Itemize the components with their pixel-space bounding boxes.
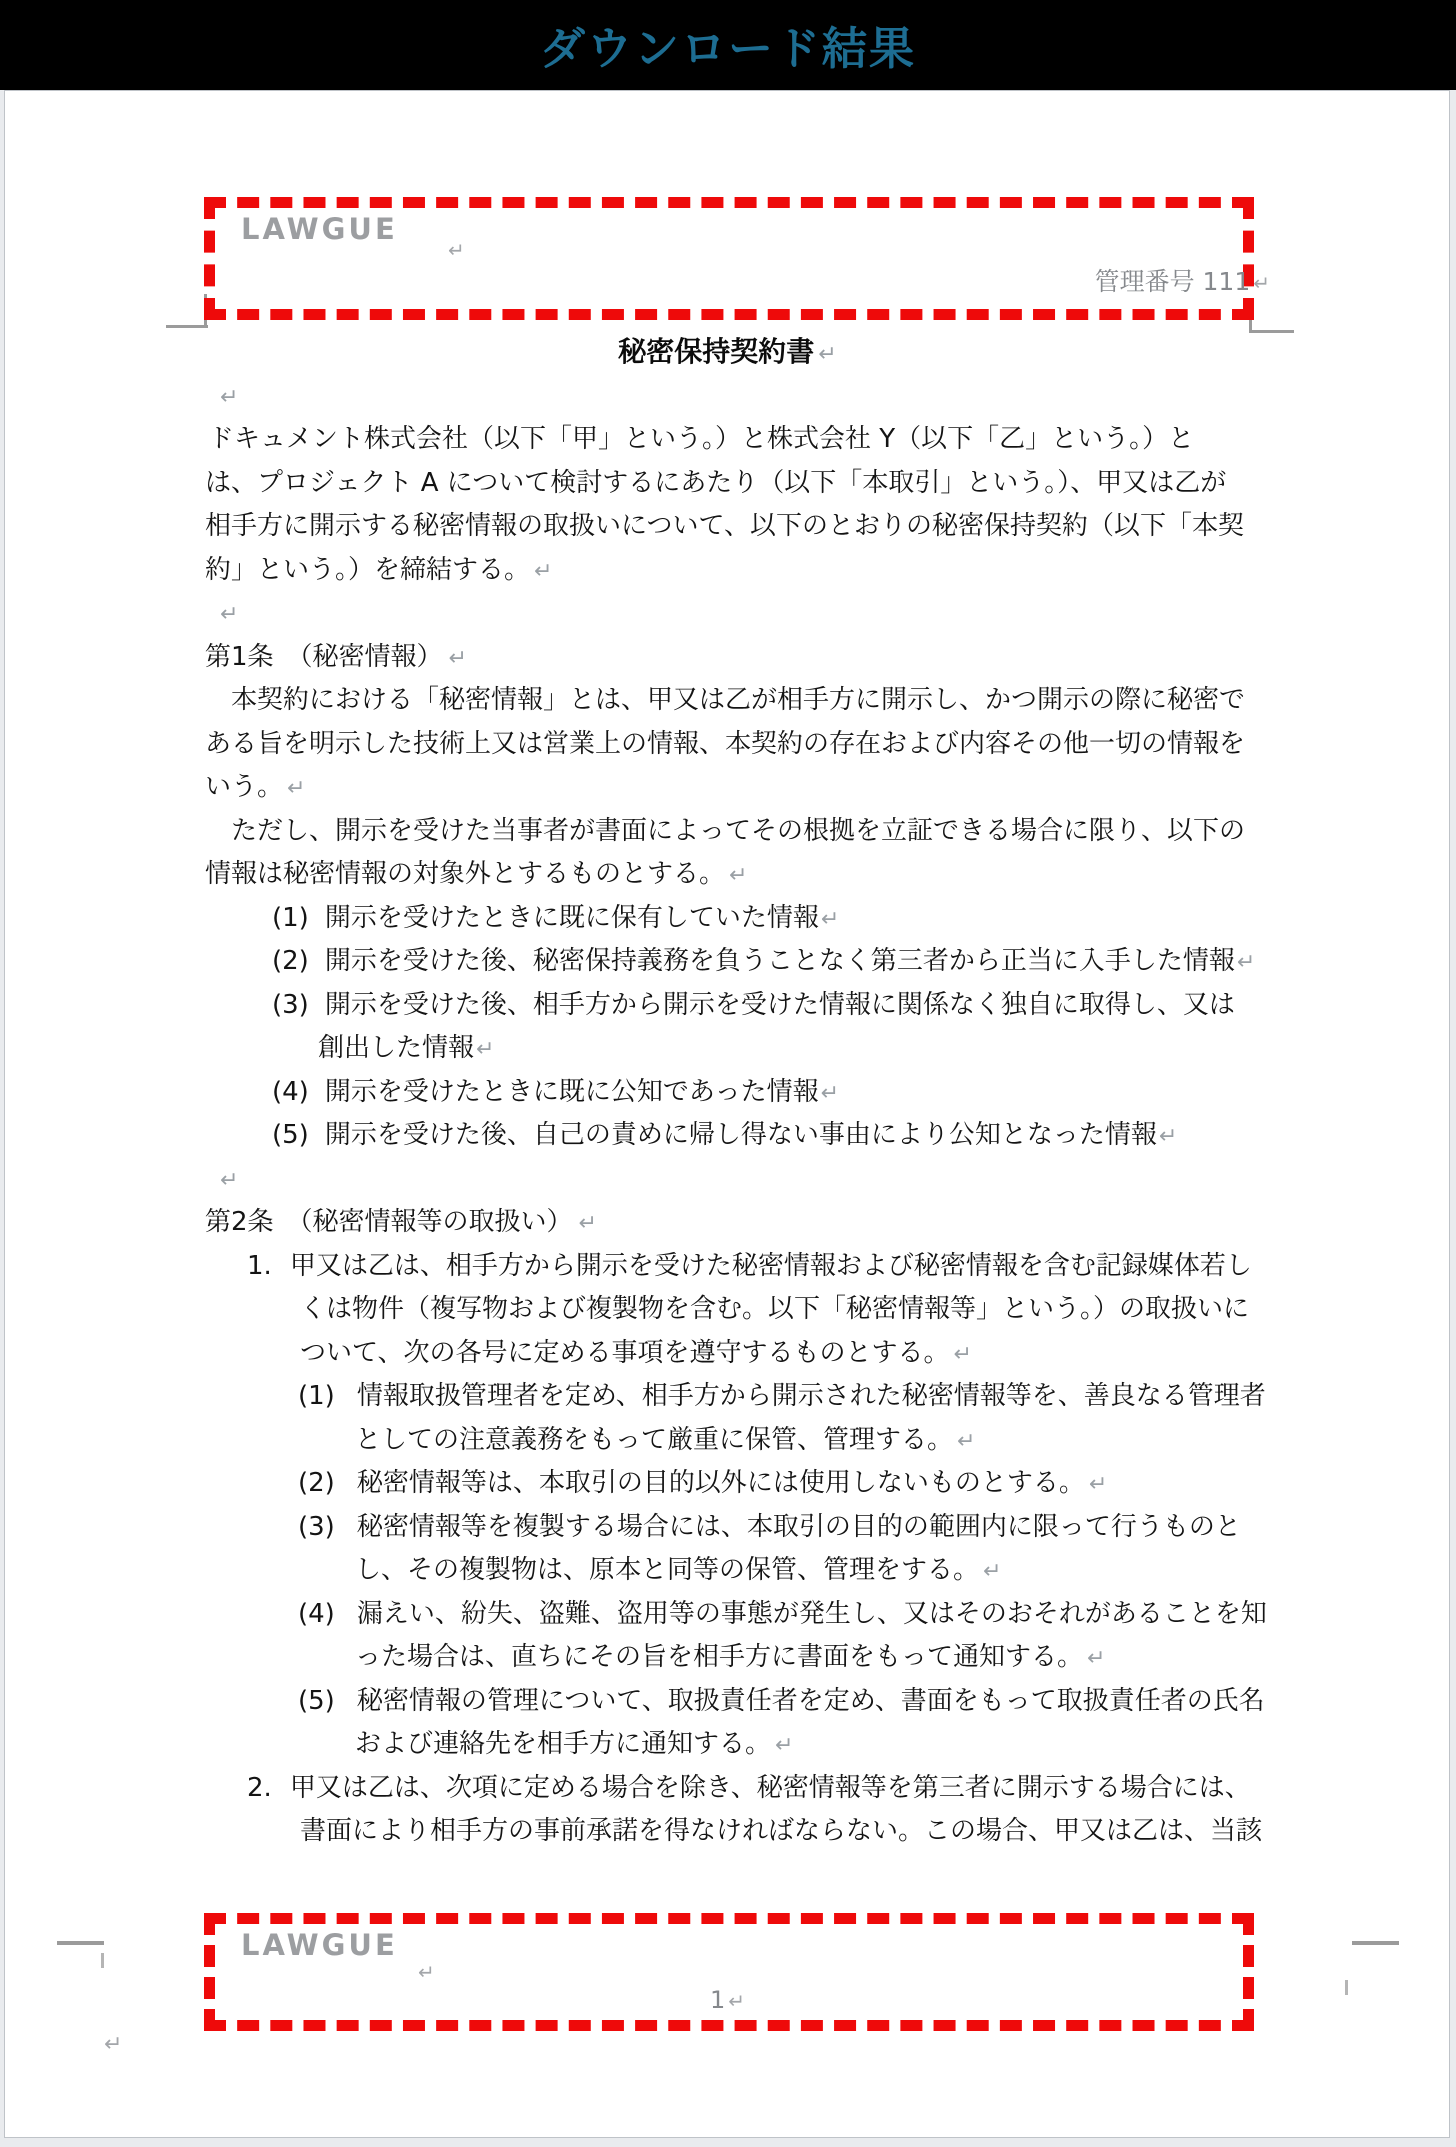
- text-run: 第2条 （秘密情報等の取扱い）: [205, 1207, 573, 1237]
- text-run: 開示を受けた後、自己の責めに帰し得ない事由により公知となった情報: [324, 1120, 1157, 1150]
- doc-line: [205, 852, 747, 896]
- doc-line: [272, 983, 1235, 1027]
- text-run: 秘密情報等は、本取引の目的以外には使用しないものとする。: [356, 1468, 1085, 1498]
- return-mark-icon: ↵: [220, 385, 239, 410]
- text-run: 甲又は乙は、次項に定める場合を除き、秘密情報等を第三者に開示する場合には、: [289, 1773, 1251, 1803]
- text-run: 第1条 （秘密情報）: [205, 642, 443, 672]
- doc-line: [272, 939, 1255, 983]
- text-run: った場合は、直ちにその旨を相手方に書面をもって通知する。: [355, 1642, 1084, 1672]
- text-run: 開示を受けた後、秘密保持義務を負うことなく第三者から正当に入手した情報: [324, 946, 1235, 976]
- page-number-text: 1: [709, 1986, 726, 2014]
- margin-tick-mark: [1352, 1941, 1399, 1945]
- return-mark-icon: ↵: [1087, 1646, 1106, 1671]
- text-run: (1): [298, 1381, 335, 1411]
- return-mark-icon: ↵: [957, 1429, 976, 1454]
- return-mark-icon: ↵: [820, 907, 840, 932]
- text-run: 1.: [247, 1251, 272, 1281]
- text-run: 創出した情報: [318, 1033, 475, 1063]
- text-run: 秘密保持契約書: [618, 335, 815, 368]
- text-run: (5): [298, 1686, 335, 1716]
- text-run: および連絡先を相手方に通知する。: [355, 1729, 772, 1759]
- doc-line: [355, 1418, 975, 1462]
- doc-line: [298, 1505, 1241, 1549]
- lawgue-logo: LAWGUE: [241, 212, 398, 246]
- text-boundary-mark: [101, 1953, 104, 1968]
- text-run: (3): [272, 990, 309, 1020]
- return-mark-icon: ↵: [534, 559, 553, 584]
- doc-line: [205, 678, 1245, 722]
- doc-line: [298, 1592, 1267, 1636]
- doc-line: [355, 1722, 793, 1766]
- doc-line: [205, 809, 1245, 853]
- return-mark-icon: ↵: [220, 602, 239, 627]
- result-banner: [0, 0, 1456, 90]
- return-mark-icon: ↵: [448, 646, 467, 671]
- doc-line: [298, 1461, 1107, 1505]
- doc-line: [300, 1287, 1249, 1331]
- text-run: 甲又は乙は、相手方から開示を受けた秘密情報および秘密情報を含む記録媒体若し: [289, 1251, 1252, 1281]
- doc-line: [272, 1070, 839, 1114]
- return-mark-icon: ↵: [1253, 271, 1270, 295]
- doc-line: [355, 1548, 1001, 1592]
- result-banner-title: ダウンロード結果: [539, 22, 916, 75]
- return-mark-icon: ↵: [287, 776, 306, 801]
- text-run: 開示を受けた後、相手方から開示を受けた情報に関係なく独自に取得し、又は: [324, 990, 1235, 1020]
- doc-line: [298, 1374, 1266, 1418]
- text-run: ただし、開示を受けた当事者が書面によってその根拠を立証できる場合に限り、以下の: [205, 816, 1246, 846]
- text-run: 相手方に開示する秘密情報の取扱いについて、以下のとおりの秘密保持契約（以下「本契: [205, 511, 1244, 541]
- doc-line: [272, 896, 839, 940]
- text-run: くは物件（複写物および複製物を含む。以下「秘密情報等」という。）の取扱いに: [300, 1294, 1250, 1324]
- margin-tick-mark: [57, 1941, 104, 1945]
- doc-line: [205, 548, 552, 592]
- doc-line: [205, 461, 1226, 505]
- return-mark-icon: ↵: [448, 238, 465, 262]
- text-run: (4): [272, 1077, 309, 1107]
- text-run: ドキュメント株式会社（以下「甲」という。）と株式会社 Y（以下「乙」という。）と: [208, 424, 1195, 454]
- text-run: 本契約における「秘密情報」とは、甲又は乙が相手方に開示し、かつ開示の際に秘密で: [205, 685, 1246, 715]
- text-boundary-mark: [166, 325, 208, 328]
- text-run: 漏えい、紛失、盗難、盗用等の事態が発生し、又はそのおそれがあることを知: [356, 1599, 1267, 1629]
- doc-line: [355, 1635, 1105, 1679]
- return-mark-icon: ↵: [728, 1989, 746, 2013]
- text-run: (1): [272, 903, 309, 933]
- doc-line: [208, 417, 1194, 461]
- return-mark-icon: ↵: [818, 342, 837, 367]
- doc-line: [300, 1331, 972, 1375]
- text-run: 秘密情報等を複製する場合には、本取引の目的の範囲内に限って行うものと: [356, 1512, 1241, 1542]
- text-run: (2): [272, 946, 309, 976]
- doc-line: [247, 1244, 1252, 1288]
- doc-line: [205, 635, 467, 679]
- doc-line: [205, 722, 1245, 766]
- return-mark-icon: ↵: [775, 1733, 794, 1758]
- return-mark-icon: ↵: [983, 1559, 1002, 1584]
- doc-line: [220, 591, 238, 635]
- text-run: は、プロジェクト A について検討するにあたり（以下「本取引」という。）、甲又は乙が: [205, 468, 1227, 498]
- doc-line: [205, 504, 1244, 548]
- text-run: (5): [272, 1120, 309, 1150]
- doc-line: [205, 765, 305, 809]
- management-number-text: 管理番号 111: [1094, 267, 1251, 296]
- text-run: 開示を受けたときに既に公知であった情報: [324, 1077, 819, 1107]
- return-mark-icon: ↵: [729, 863, 748, 888]
- text-run: としての注意義務をもって厳重に保管、管理する。: [355, 1425, 954, 1455]
- return-mark-icon: ↵: [476, 1037, 495, 1062]
- return-mark-icon: ↵: [820, 1081, 840, 1106]
- doc-line: [205, 330, 1250, 374]
- page-number: [205, 1986, 1250, 2014]
- text-run: ある旨を明示した技術上又は営業上の情報、本契約の存在および内容その他一切の情報を: [205, 729, 1246, 759]
- text-run: ついて、次の各号に定める事項を遵守するものとする。: [300, 1338, 950, 1368]
- return-mark-icon: ↵: [578, 1211, 597, 1236]
- doc-line: [272, 1113, 1177, 1157]
- doc-line: [298, 1679, 1265, 1723]
- text-run: 情報取扱管理者を定め、相手方から開示された秘密情報等を、善良なる管理者: [356, 1381, 1266, 1411]
- management-number: [850, 262, 1270, 298]
- doc-line: [205, 1200, 597, 1244]
- doc-line: [300, 1809, 1262, 1853]
- doc-line: [220, 1157, 238, 1201]
- text-run: 情報は秘密情報の対象外とするものとする。: [205, 859, 726, 889]
- return-mark-icon: ↵: [104, 2032, 123, 2057]
- doc-line: [247, 1766, 1251, 1810]
- text-run: いう。: [205, 772, 284, 802]
- return-mark-icon: ↵: [953, 1342, 972, 1367]
- text-run: (2): [298, 1468, 335, 1498]
- return-mark-icon: ↵: [1088, 1472, 1108, 1497]
- text-run: 秘密情報の管理について、取扱責任者を定め、書面をもって取扱責任者の氏名: [356, 1686, 1265, 1716]
- text-run: (3): [298, 1512, 335, 1542]
- doc-line: [318, 1026, 494, 1070]
- text-run: 2.: [247, 1773, 272, 1803]
- doc-line: [220, 374, 238, 418]
- text-run: (4): [298, 1599, 335, 1629]
- text-run: し、その複製物は、原本と同等の保管、管理をする。: [355, 1555, 980, 1585]
- text-run: 約」という。）を締結する。: [205, 555, 531, 585]
- text-boundary-mark: [1249, 330, 1294, 333]
- return-mark-icon: ↵: [418, 1960, 435, 1984]
- lawgue-logo: LAWGUE: [241, 1928, 398, 1962]
- return-mark-icon: ↵: [1158, 1124, 1178, 1149]
- text-boundary-mark: [1345, 1980, 1348, 1995]
- text-run: 書面により相手方の事前承諾を得なければならない。この場合、甲又は乙は、当該: [300, 1816, 1263, 1846]
- text-run: 開示を受けたときに既に保有していた情報: [324, 903, 819, 933]
- return-mark-icon: ↵: [220, 1168, 239, 1193]
- return-mark-icon: ↵: [1236, 950, 1256, 975]
